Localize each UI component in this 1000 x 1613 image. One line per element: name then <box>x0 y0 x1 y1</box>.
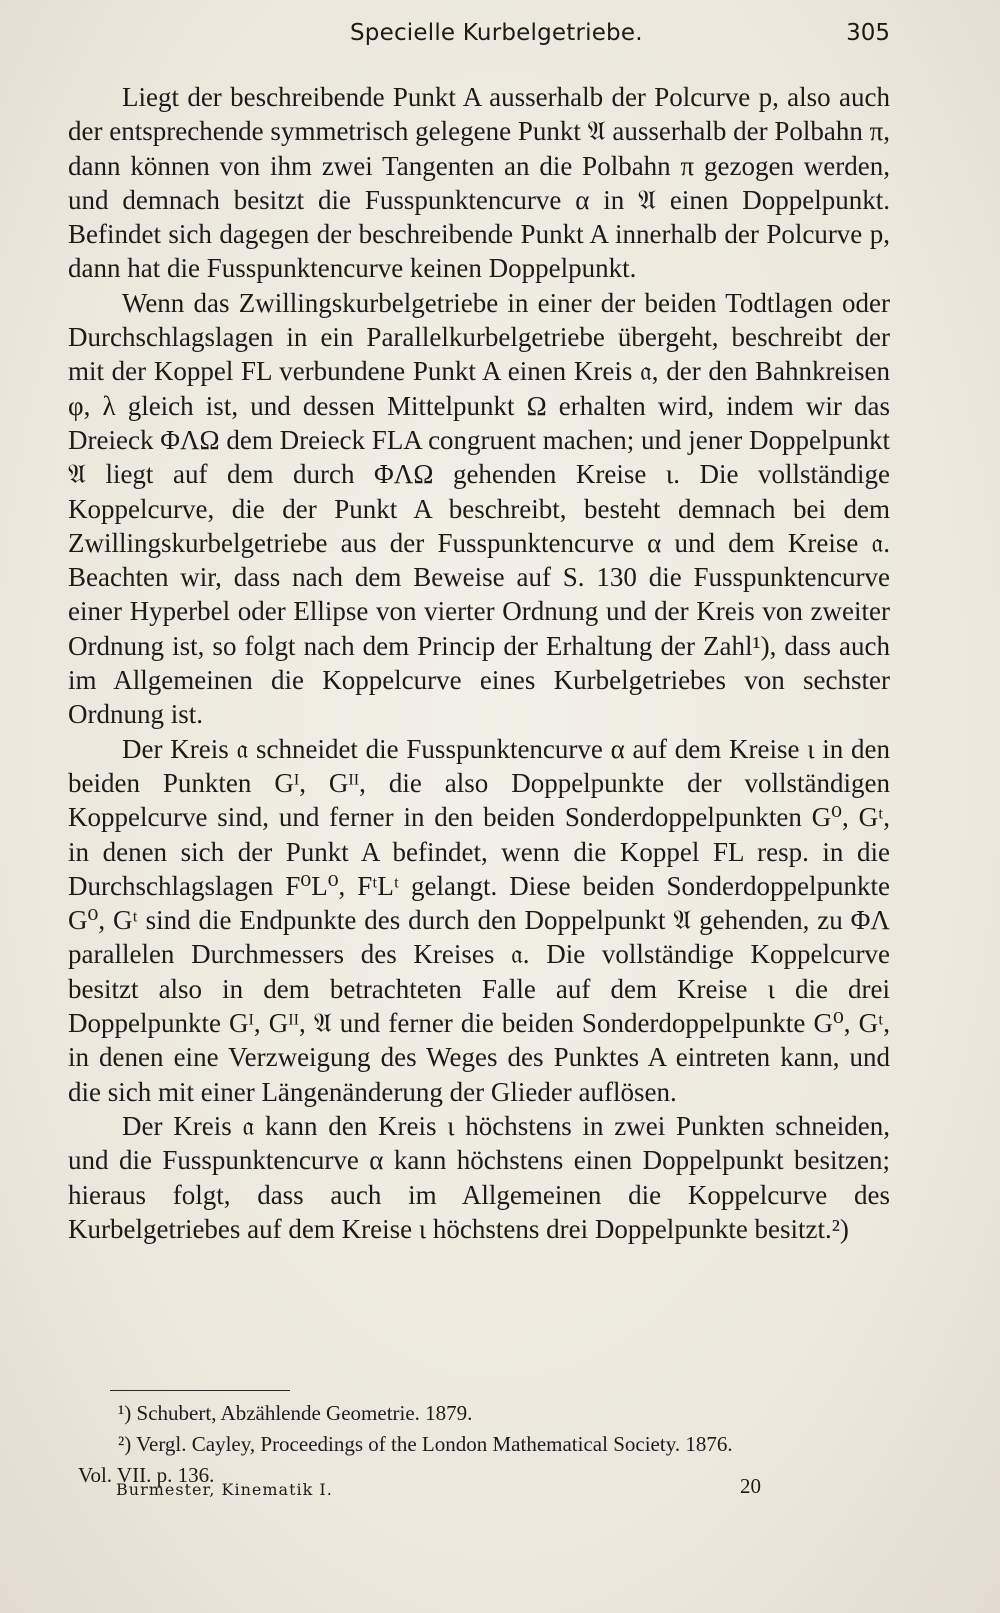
footnote-rule <box>110 1390 290 1391</box>
footnote-1: ¹) Schubert, Abzählende Geometrie. 1879. <box>118 1401 473 1425</box>
paragraph-2: Wenn das Zwillingskurbelgetriebe in einer der beiden Todtlagen oder Durchschlagslagen in ein Parallelkurbelgetriebe übergeht, beschreibt der mit der Koppel FL verbundene Punkt A einen Kreis 𝔞, der den Bahnkreisen φ, λ gleich ist, und dessen Mittelpunkt Ω erhalten wird, indem wir das Dreieck ΦΛΩ dem Dreieck FLA congruent machen; und jener Doppelpunkt 𝔄 liegt auf dem durch ΦΛΩ gehenden Kreise ι. Die vollständige Koppelcurve, die der Punkt A beschreibt, besteht demnach bei dem Zwillingskurbelgetriebe aus der Fusspunktencurve α und dem Kreise 𝔞. Beachten wir, dass nach dem Beweise auf S. 130 die Fusspunktencurve einer Hyperbel oder Ellipse von vierter Ordnung und der Kreis von zweiter Ordnung ist, so folgt nach dem Princip der Erhaltung der Zahl¹), dass auch im Allgemeinen die Koppelcurve eines Kurbelgetriebes von sechster Ordnung ist. <box>68 287 890 730</box>
printer-signature: Burmester, Kinematik I. <box>116 1480 333 1499</box>
paragraph-3: Der Kreis 𝔞 schneidet die Fusspunktencurve α auf dem Kreise ι in den beiden Punkten Gᴵ, Gᴵᴵ, die also Doppelpunkte der vollständigen Koppelcurve sind, und ferner in den beiden Sonderdoppelpunkten G⁰, Gᵗ, in denen sich der Punkt A befindet, wenn die Koppel FL resp. in die Durchschlagslagen F⁰L⁰, FᵗLᵗ gelangt. Diese beiden Sonderdoppelpunkte G⁰, Gᵗ sind die Endpunkte des durch den Doppelpunkt 𝔄 gehenden, zu ΦΛ parallelen Durchmessers des Kreises 𝔞. Die vollständige Koppelcurve besitzt also in dem betrachteten Falle auf dem Kreise ι die drei Doppelpunkte Gᴵ, Gᴵᴵ, 𝔄 und ferner die beiden Sonderdoppelpunkte G⁰, Gᵗ, in denen eine Verzweigung des Weges des Punktes A eintreten kann, und die sich mit einer Längenänderung der Glieder auflösen. <box>68 733 890 1107</box>
footnotes <box>78 1398 898 1491</box>
paragraph-4: Der Kreis 𝔞 kann den Kreis ι höchstens in zwei Punkten schneiden, und die Fusspunktencurve α kann höchstens einen Doppelpunkt besitzen; hieraus folgt, dass auch im Allgemeinen die Koppelcurve des Kurbelgetriebes auf dem Kreise ι höchstens drei Doppelpunkte besitzt.²) <box>68 1110 890 1244</box>
page-number: 305 <box>846 20 890 46</box>
signature-number: 20 <box>740 1474 761 1498</box>
paragraph-1: Liegt der beschreibende Punkt A ausserhalb der Polcurve p, also auch der entsprechende symmetrisch gelegene Punkt 𝔄 ausserhalb der Polbahn π, dann können von ihm zwei Tangenten an die Polbahn π gezogen werden, und demnach besitzt die Fusspunktencurve α in 𝔄 einen Doppelpunkt. Befindet sich dagegen der beschreibende Punkt A innerhalb der Polcurve p, dann hat die Fusspunktencurve keinen Doppelpunkt. <box>68 82 890 284</box>
footnote-2-continued: Vol. VII. p. 136. <box>78 1463 215 1487</box>
footnote-2: ²) Vergl. Cayley, Proceedings of the London Mathematical Society. 1876. <box>118 1432 733 1456</box>
running-head <box>80 20 890 60</box>
running-title: Specielle Kurbelgetriebe. <box>350 20 643 46</box>
body-text <box>68 80 890 1246</box>
